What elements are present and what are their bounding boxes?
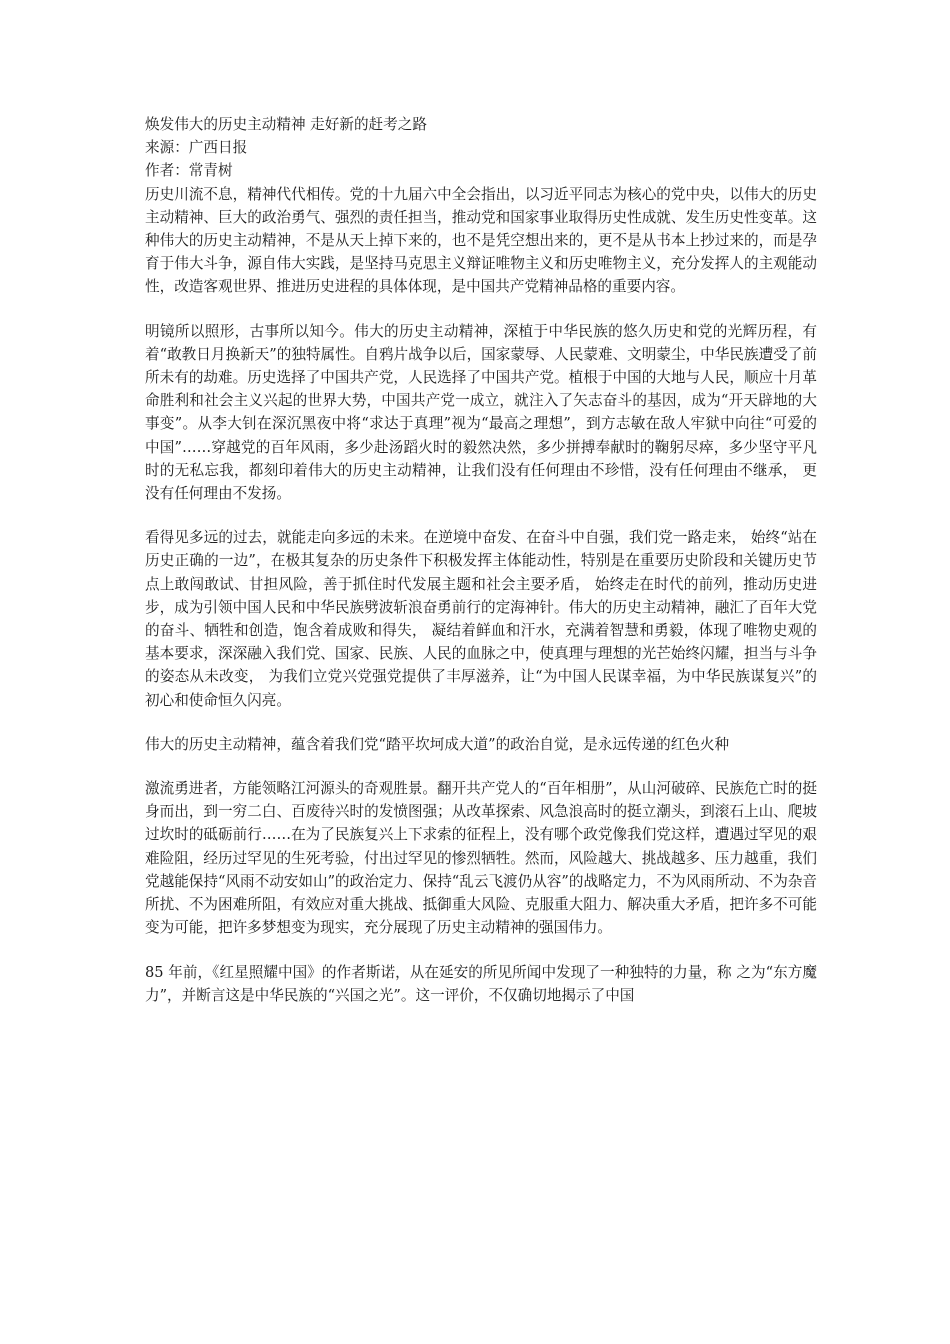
paragraph-5: 85 年前，《红星照耀中国》的作者斯诺，从在延安的所见所闻中发现了一种独特的力量，称 之为“东方魔力”，并断言这是中华民族的“兴国之光”。这一评价，不仅确切地揭示了中国 <box>145 963 817 1004</box>
paragraph-3: 看得见多远的过去，就能走向多远的未来。在逆境中奋发、在奋斗中自强，我们党一路走来， 始终“站在历史正确的一边”，在极其复杂的历史条件下积极发挥主体能动性，特别是在重要历史阶段和关键历史节点上敢闯敢试、甘担风险，善于抓住时代发展主题和社会主要矛盾， 始终走在时代的前列，推动历史进步，成为引领中国人民和中华民族劈波斩浪奋勇前行的定海神针。伟大的历史主动精神，融汇了百年大党的奋斗、牺牲和创造，饱含着成败和得失， 凝结着鲜血和汗水，充满着智慧和勇毅，体现了唯物史观的基本要求，深深融入我们党、国家、民族、人民的血脉之中，使真理与理想的光芒始终闪耀，担当与斗争的姿态从未改变， 为我们立党兴党强党提供了丰厚滋养，让“为中国人民谋幸福，为中华民族谋复兴”的初心和使命恒久闪亮。 <box>145 529 817 709</box>
document-page <box>145 113 817 1007</box>
article-source: 来源：广西日报 <box>145 139 248 157</box>
paragraph-1: 历史川流不息，精神代代相传。党的十九届六中全会指出，以习近平同志为核心的党中央，以伟大的历史主动精神、巨大的政治勇气、强烈的责任担当，推动党和国家事业取得历史性成就、发生历史性变革。这种伟大的历史主动精神，不是从天上掉下来的，也不是凭空想出来的，更不是从书本上抄过来的，而是孕育于伟大斗争，源自伟大实践，是坚持马克思主义辩证唯物主义和历史唯物主义，充分发挥人的主观能动性，改造客观世界、推进历史进程的具体体现，是中国共产党精神品格的重要内容。 <box>145 185 817 296</box>
paragraph-4: 激流勇进者，方能领略江河源头的奇观胜景。翻开共产党人的“百年相册”，从山河破碎、民族危亡时的挺身而出，到一穷二白、百废待兴时的发愤图强；从改革探索、风急浪高时的挺立潮头，到滚石上山、爬坡过坎时的砥砺前行……在为了民族复兴上下求索的征程上，没有哪个政党像我们党这样，遭遇过罕见的艰难险阻，经历过罕见的生死考验，付出过罕见的惨烈牺牲。然而，风险越大、挑战越多、压力越重，我们党越能保持“风雨不动安如山”的政治定力、保持“乱云飞渡仍从容”的战略定力，不为风雨所动、不为杂音所扰、不为困难所阻，有效应对重大挑战、抵御重大风险、克服重大阻力、解决重大矛盾，把许多不可能变为可能，把许多梦想变为现实，充分展现了历史主动精神的强国伟力。 <box>145 780 817 937</box>
article-author: 作者：常青树 <box>145 162 233 180</box>
article-title: 焕发伟大的历史主动精神 走好新的赶考之路 <box>145 116 427 133</box>
section-heading: 伟大的历史主动精神，蕴含着我们党“踏平坎坷成大道”的政治自觉，是永远传递的红色火种 <box>145 735 730 753</box>
paragraph-2: 明镜所以照形，古事所以知今。伟大的历史主动精神，深植于中华民族的悠久历史和党的光辉历程，有着“敢教日月换新天”的独特属性。自鸦片战争以后，国家蒙辱、人民蒙难、文明蒙尘，中华民族遭受了前所未有的劫难。历史选择了中国共产党，人民选择了中国共产党。植根于中国的大地与人民，顺应十月革命胜利和社会主义兴起的世界大势，中国共产党一成立，就注入了矢志奋斗的基因，成为“开天辟地的大事变”。从李大钊在深沉黑夜中将“求达于真理”视为“最高之理想”，到方志敏在敌人牢狱中向往“可爱的中国”……穿越党的百年风雨，多少赴汤蹈火时的毅然决然，多少拼搏奉献时的鞠躬尽瘁，多少坚守平凡时的无私忘我，都刻印着伟大的历史主动精神，让我们没有任何理由不珍惜，没有任何理由不继承， 更没有任何理由不发扬。 <box>145 322 817 503</box>
